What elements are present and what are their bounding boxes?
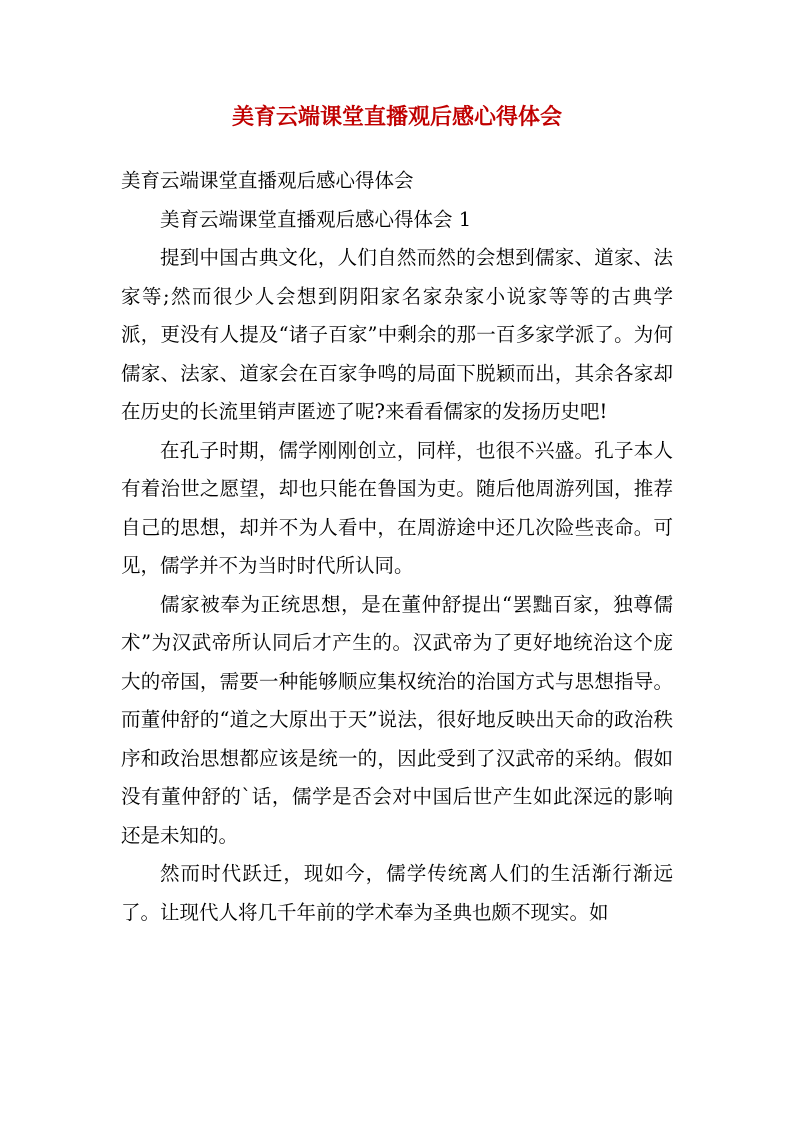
document-body (121, 162, 673, 932)
document-title: 美育云端课堂直播观后感心得体会 (231, 104, 562, 130)
paragraph: 儒家被奉为正统思想，是在董仲舒提出“罢黜百家，独尊儒术”为汉武帝所认同后才产生的。汉武帝为了更好地统治这个庞大的帝国，需要一种能够顺应集权统治的治国方式与思想指导。而董仲舒的“道之大原出于天”说法，很好地反映出天命的政治秩序和政治思想都应该是统一的，因此受到了汉武帝的采纳。假如没有董仲舒的`话，儒学是否会对中国后世产生如此深远的影响还是未知的。 (121, 592, 673, 847)
section-heading: 美育云端课堂直播观后感心得体会 1 (160, 207, 472, 231)
paragraph: 然而时代跃迁，现如今，儒学传统离人们的生活渐行渐远了。让现代人将几千年前的学术奉为圣典也颇不现实。如 (121, 862, 673, 924)
paragraph: 在孔子时期，儒学刚刚创立，同样，也很不兴盛。孔子本人有着治世之愿望，却也只能在鲁国为吏。随后他周游列国，推荐自己的思想，却并不为人看中，在周游途中还几次险些丧命。可见，儒学并不为当时时代所认同。 (121, 438, 673, 577)
document-subtitle: 美育云端课堂直播观后感心得体会 (121, 169, 414, 192)
paragraph: 提到中国古典文化，人们自然而然的会想到儒家、道家、法家等;然而很少人会想到阴阳家名家杂家小说家等等的古典学派，更没有人提及“诸子百家”中剩余的那一百多家学派了。为何儒家、法家、道家会在百家争鸣的局面下脱颖而出，其余各家却在历史的长流里销声匿迹了呢?来看看儒家的发扬历史吧! (121, 246, 673, 423)
